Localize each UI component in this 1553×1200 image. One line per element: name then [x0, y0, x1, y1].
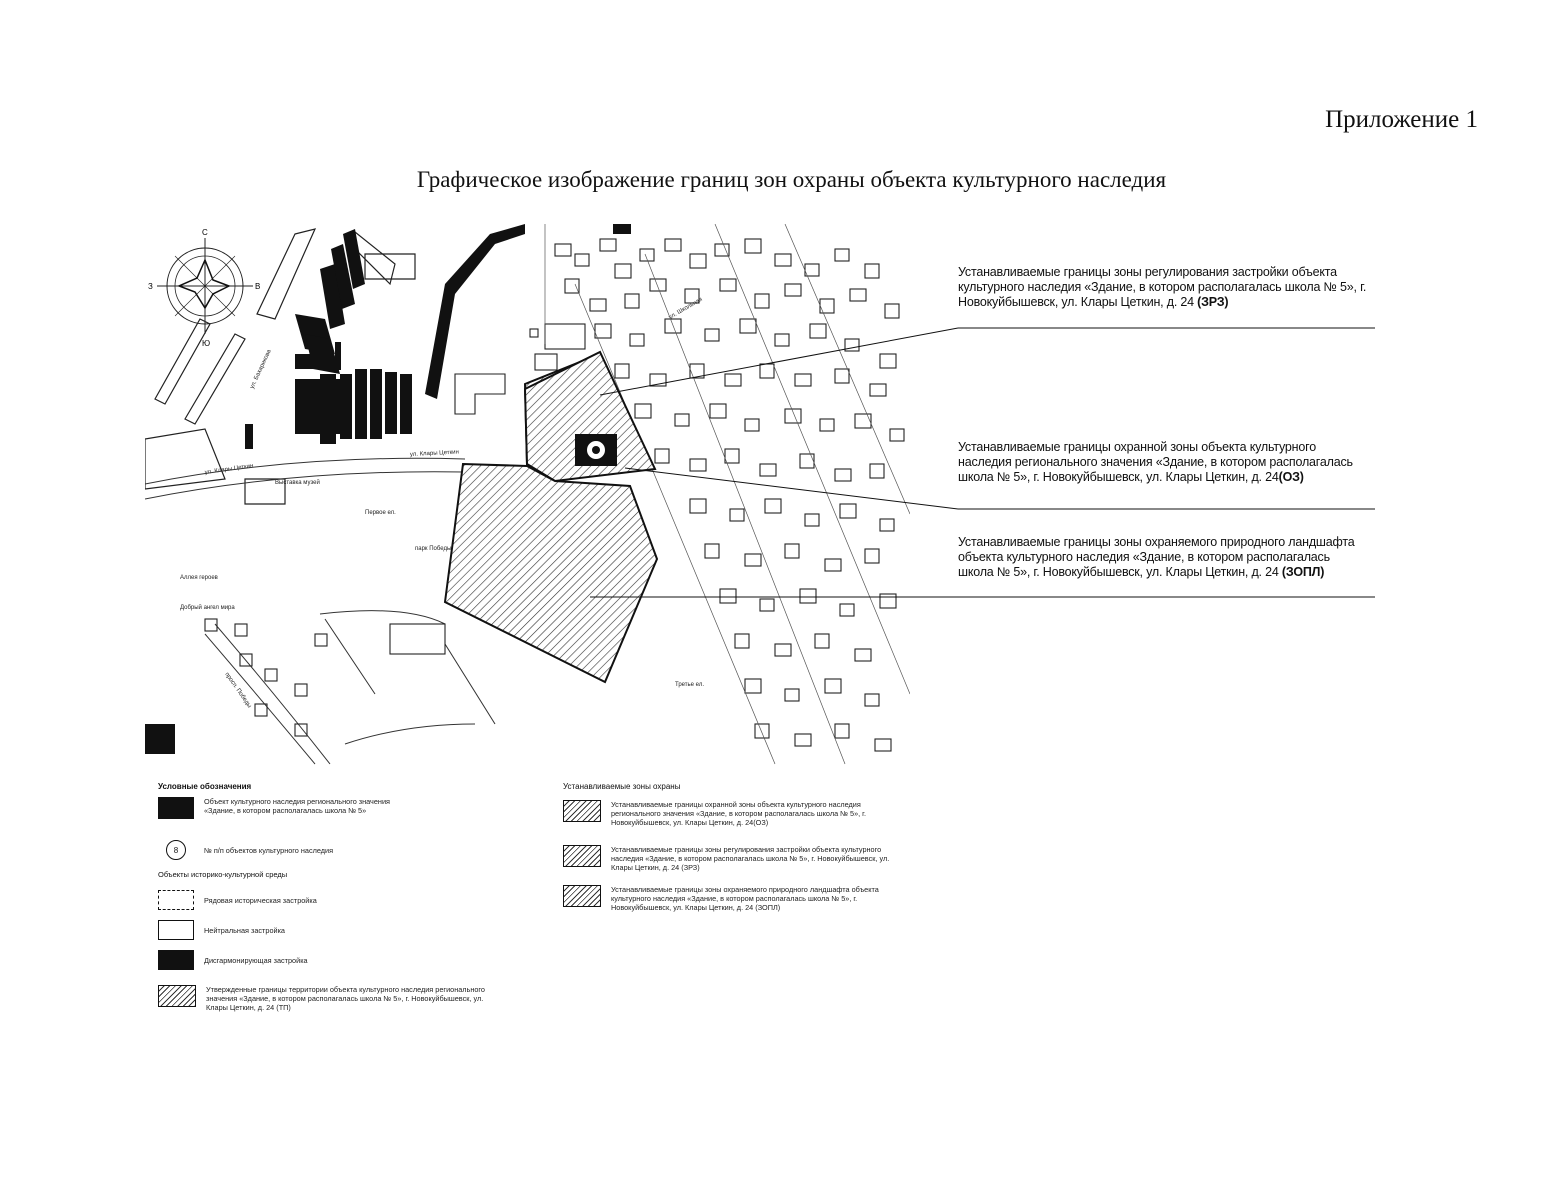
legend-ordinary-label: Рядовая историческая застройка — [204, 896, 317, 905]
label-museum: Выставка музей — [275, 480, 320, 486]
callout-zopl-code: (ЗОПЛ) — [1281, 565, 1325, 579]
callout-zopl — [958, 535, 1368, 580]
legend-zone-zopl-label: Устанавливаемые границы зоны охраняемого природного ландшафта объекта культурного наследия «Здание, в котором располагалась школа № 5», г. Новокуйбышевск, ул. Клары Цеткин, д. 24 (ЗОПЛ) — [611, 885, 879, 912]
compass-n-label: С — [202, 228, 208, 237]
compass-s-label: Ю — [202, 339, 211, 348]
zone-oz-swatch-icon — [563, 800, 601, 822]
legend-number — [158, 840, 434, 860]
legend-heading-left: Условные обозначения — [158, 782, 252, 791]
zone-zrz-swatch-icon — [563, 845, 601, 867]
label-street-bakharikova: ул. Бахарикова — [249, 348, 273, 390]
legend-zone-oz-label: Устанавливаемые границы охранной зоны объекта культурного наследия регионального значения «Здание, в котором располагалась школа № 5», г. Новокуйбышевск, ул. Клары Цеткин, д. 24(ОЗ) — [611, 800, 866, 827]
legend-zone-oz — [563, 800, 891, 827]
callout-zrz-text: Устанавливаемые границы зоны регулирования застройки объекта культурного наследия «Здание, в котором располагалась школа № 5», г. Новокуйбышевск, ул. Клары Цеткин, д. 24 — [958, 265, 1367, 309]
legend-heading-right: Устанавливаемые зоны охраны — [563, 782, 681, 791]
label-street-tsetkin-right: ул. Клары Цеткин — [409, 449, 460, 458]
legend-heritage-object — [158, 797, 404, 819]
callout-zrz-code: (ЗРЗ) — [1197, 295, 1229, 309]
label-pobedy-ave: просп. Победы — [223, 671, 253, 710]
callout-oz — [958, 440, 1368, 485]
page-title: Графическое изображение границ зон охраны объекта культурного наследия — [416, 167, 1167, 192]
label-angel: Добрый ангел мира — [180, 605, 235, 611]
callout-zrz — [958, 265, 1368, 310]
label-alley: Аллея героев — [180, 575, 218, 581]
number-circle-icon: 8 — [166, 840, 186, 860]
territory-swatch-icon — [158, 985, 196, 1007]
legend-disharmonious-label: Дисгармонирующая застройка — [204, 956, 308, 965]
legend-territory — [158, 985, 491, 1012]
legend-zone-zopl — [563, 885, 891, 912]
label-street-shkolnaya: ул. Школьная — [668, 296, 704, 321]
callout-oz-text: Устанавливаемые границы охранной зоны объекта культурного наследия регионального значения «Здание, в котором располагалась школа № 5», г. Новокуйбышевск, ул. Клары Цеткин, д. 24 — [958, 440, 1353, 484]
legend-zone-zrz — [563, 845, 891, 872]
legend-zone-zrz-label: Устанавливаемые границы зоны регулирования застройки объекта культурного наследия «Здание, в котором располагалась школа № 5», г. Новокуйбышевск, ул. Клары Цеткин, д. 24 (ЗРЗ) — [611, 845, 890, 872]
label-park: парк Победы — [415, 546, 452, 552]
legend-neutral-label: Нейтральная застройка — [204, 926, 285, 935]
label-third-ave: Третье ел. — [675, 682, 704, 688]
heritage-swatch-icon — [158, 797, 194, 819]
heritage-object-icon[interactable] — [575, 434, 617, 466]
appendix-label: Приложение 1 — [1325, 106, 1478, 133]
callout-oz-code: (ОЗ) — [1278, 470, 1304, 484]
label-first-ave: Первое ел. — [365, 510, 396, 516]
compass-w-label: З — [148, 282, 153, 291]
neutral-swatch-icon — [158, 920, 194, 940]
label-street-tsetkin-left: ул. Клары Цеткин — [204, 463, 254, 476]
legend-territory-label: Утвержденные границы территории объекта культурного наследия регионального значения «Здание, в котором располагалась школа № 5», г. Новокуйбышевск, ул. Клары Цеткин, д. 24 (ТП) — [206, 985, 485, 1012]
ordinary-swatch-icon — [158, 890, 194, 910]
zone-map — [145, 224, 910, 769]
legend-subheading: Объекты историко-культурной среды — [158, 870, 288, 879]
zone-zopl-swatch-icon — [563, 885, 601, 907]
legend-heritage-label: Объект культурного наследия регионального значения «Здание, в котором располагалась школа № 5» — [204, 797, 390, 815]
legend-disharmonious — [158, 950, 308, 970]
compass-e-label: В — [255, 282, 261, 291]
disharmonious-swatch-icon — [158, 950, 194, 970]
legend-number-label: № п/п объектов культурного наследия — [204, 846, 334, 855]
callout-zopl-text: Устанавливаемые границы зоны охраняемого природного ландшафта объекта культурного наследия «Здание, в котором располагалась школа № 5», г. Новокуйбышевск, ул. Клары Цеткин, д. 24 — [958, 535, 1355, 579]
legend-neutral — [158, 920, 285, 940]
legend-ordinary — [158, 890, 317, 910]
